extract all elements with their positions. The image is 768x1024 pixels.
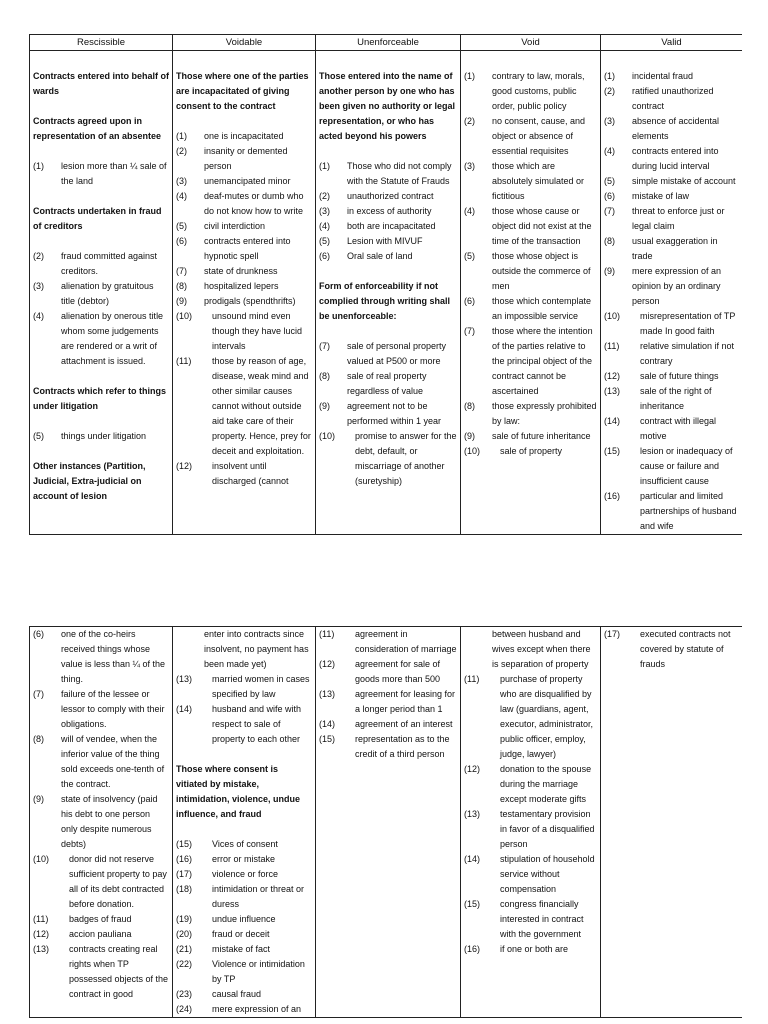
list-item-text: Lesion with MIVUF: [347, 236, 423, 246]
list-item-text: unemancipated minor: [204, 176, 291, 186]
list-item-number: (12): [176, 461, 193, 471]
list-item-text: ratified unauthorized contract: [632, 86, 714, 111]
list-item-number: (9): [319, 401, 330, 411]
list-item-number: (10): [33, 854, 50, 864]
continued-text: [464, 627, 597, 672]
content-row: [30, 627, 743, 1018]
list-item: [176, 219, 312, 234]
list-item-text: those whose cause or object did not exist at the time of the transaction: [492, 206, 592, 246]
list-item-text: badges of fraud: [69, 914, 132, 924]
list-item-number: (2): [33, 251, 44, 261]
list-item-text: contract with illegal motive: [640, 416, 717, 441]
list-item-number: (10): [604, 311, 621, 321]
list-item: [464, 762, 597, 807]
list-item: [604, 144, 739, 174]
list-item: [464, 852, 597, 897]
list-item-text: those which contemplate an impossible service: [492, 296, 592, 321]
rescissible-cell: [30, 51, 173, 535]
list-item-number: (7): [33, 689, 44, 699]
list-item: [33, 927, 169, 942]
list-item: [33, 732, 169, 792]
list-item-number: (10): [319, 431, 336, 441]
list-item-text: insolvent until discharged (cannot: [212, 461, 289, 486]
list-item-text: stipulation of household service without compensation: [500, 854, 595, 894]
list-item-number: (11): [33, 914, 49, 924]
list-item-text: sale of future things: [640, 371, 719, 381]
list-item-text: representation as to the credit of a third person: [355, 734, 450, 759]
section-heading: Contracts agreed upon in representation of an absentee: [33, 116, 162, 141]
section-heading: Contracts which refer to things under litigation: [33, 386, 167, 411]
content-row: [30, 51, 743, 535]
list-item: [464, 897, 597, 942]
spacer: [319, 264, 457, 279]
list-item: [176, 957, 312, 987]
list-item-number: (10): [176, 311, 193, 321]
list-item-number: (15): [604, 446, 621, 456]
list-item-text: failure of the lessee or lessor to comply with their obligations.: [61, 689, 165, 729]
list-item: [464, 159, 597, 204]
list-item-number: (17): [176, 869, 193, 879]
list-item-text: both are incapacitated: [347, 221, 436, 231]
list-item-text: donor did not reserve sufficient property to pay all of its debt contracted before donation.: [69, 854, 167, 909]
list-item: [464, 294, 597, 324]
list-item-text: alienation by onerous title whom some judgements are rendered or a writ of attachment is issued.: [61, 311, 164, 366]
list-item: [176, 234, 312, 264]
list-item-number: (13): [319, 689, 336, 699]
list-item-text: testamentary provision in favor of a disqualified person: [500, 809, 595, 849]
list-item-text: sale of property: [500, 446, 563, 456]
void-cell: [461, 51, 601, 535]
list-item-number: (14): [464, 854, 481, 864]
list-item-text: between husband and wives except when there is separation of property: [492, 629, 591, 669]
list-item-text: mistake of law: [632, 191, 690, 201]
list-item: [604, 369, 739, 384]
list-item-text: intimidation or threat or duress: [212, 884, 305, 909]
list-item-number: (1): [604, 71, 615, 81]
list-item-number: (7): [604, 206, 615, 216]
list-item-number: (5): [464, 251, 475, 261]
list-item: [33, 912, 169, 927]
valid-cell: [601, 51, 743, 535]
list-item-text: Violence or intimidation by TP: [212, 959, 305, 984]
list-item-text: those which are absolutely simulated or fictitious: [492, 161, 585, 201]
section-heading: Form of enforceability if not complied through writing shall be unenforceable:: [319, 281, 451, 321]
list-item: [604, 174, 739, 189]
list-item: [319, 399, 457, 429]
column-header-valid: Valid: [601, 35, 743, 51]
list-item: [604, 114, 739, 144]
list-item: [464, 429, 597, 444]
list-item: [604, 309, 739, 339]
list-item: [176, 1002, 312, 1017]
list-item: [319, 189, 457, 204]
list-item-text: incidental fraud: [632, 71, 694, 81]
list-item-text: sale of real property regardless of value: [347, 371, 427, 396]
list-item: [33, 792, 169, 852]
list-item: [176, 144, 312, 174]
list-item: [33, 279, 169, 309]
list-item-text: mere expression of an opinion by an ordinary person: [632, 266, 722, 306]
section-heading: Those entered into the name of another person by one who has been given no authority or legal representation, or who has acted beyond his powers: [319, 71, 456, 141]
list-item: [319, 234, 457, 249]
list-item-text: particular and limited partnerships of husband and wife: [640, 491, 737, 531]
list-item-number: (3): [464, 161, 475, 171]
list-item-number: (1): [33, 161, 44, 171]
list-item-text: sale of the right of inheritance: [640, 386, 712, 411]
list-item: [33, 627, 169, 687]
list-item: [176, 174, 312, 189]
list-item-text: sale of future inheritance: [492, 431, 591, 441]
list-item-number: (16): [176, 854, 193, 864]
list-item-number: (8): [176, 281, 187, 291]
column-header-rescissible: Rescissible: [30, 35, 173, 51]
list-item-text: married women in cases specified by law: [212, 674, 310, 699]
list-item: [319, 159, 457, 189]
valid-cell-continued: [601, 627, 743, 1018]
header-row: [30, 35, 743, 51]
list-item-text: agreement not to be performed within 1 year: [347, 401, 442, 426]
list-item-number: (15): [176, 839, 193, 849]
list-item-number: (4): [176, 191, 187, 201]
list-item: [464, 249, 597, 294]
section-heading: Contracts undertaken in fraud of creditors: [33, 206, 162, 231]
list-item: [604, 189, 739, 204]
list-item: [176, 264, 312, 279]
list-item-text: in excess of authority: [347, 206, 432, 216]
list-item-number: (1): [176, 131, 187, 141]
list-item-number: (6): [33, 629, 44, 639]
list-item-text: fraud committed against creditors.: [61, 251, 158, 276]
list-item-number: (7): [464, 326, 475, 336]
list-item-number: (6): [176, 236, 187, 246]
list-item: [604, 234, 739, 264]
list-item: [176, 129, 312, 144]
list-item: [176, 309, 312, 354]
list-item-text: threat to enforce just or legal claim: [632, 206, 725, 231]
list-item-number: (8): [33, 734, 44, 744]
list-item: [604, 384, 739, 414]
unenforceable-cell: [316, 51, 461, 535]
list-item-number: (5): [176, 221, 187, 231]
list-item-text: alienation by gratuitous title (debtor): [61, 281, 154, 306]
list-item-text: donation to the spouse during the marriage except moderate gifts: [500, 764, 592, 804]
list-item-text: causal fraud: [212, 989, 262, 999]
unenforceable-cell-continued: [316, 627, 461, 1018]
list-item-text: purchase of property who are disqualified by law (guardians, agent, executor, administrator, public officer, employ, judge, lawyer): [500, 674, 594, 759]
list-item-text: deaf-mutes or dumb who do not know how to write: [204, 191, 304, 216]
list-item-text: Oral sale of land: [347, 251, 413, 261]
list-item-text: agreement for leasing for a longer period than 1: [355, 689, 456, 714]
section-heading: Contracts entered into behalf of wards: [33, 71, 170, 96]
list-item: [33, 309, 169, 369]
list-item-number: (11): [604, 341, 620, 351]
list-item: [464, 324, 597, 399]
list-item-text: state of drunkness: [204, 266, 278, 276]
section-heading: Other instances (Partition, Judicial, Extra-judicial on account of lesion: [33, 461, 146, 501]
list-item-number: (13): [33, 944, 50, 954]
list-item-number: (2): [319, 191, 330, 201]
list-item: [604, 627, 739, 672]
list-item-number: (21): [176, 944, 193, 954]
list-item-text: unauthorized contract: [347, 191, 434, 201]
list-item-number: (3): [319, 206, 330, 216]
list-item: [604, 204, 739, 234]
rescissible-cell-continued: [30, 627, 173, 1018]
list-item: [176, 294, 312, 309]
list-item-number: (10): [464, 446, 481, 456]
list-item: [176, 354, 312, 459]
list-item-number: (8): [604, 236, 615, 246]
list-item-number: (9): [176, 296, 187, 306]
spacer: [176, 747, 312, 762]
list-item-number: (5): [319, 236, 330, 246]
voidable-cell-continued: [173, 627, 316, 1018]
list-item-number: (15): [319, 734, 336, 744]
list-item-text: lesion or inadequacy of cause or failure and insufficient cause: [640, 446, 733, 486]
list-item-number: (5): [604, 176, 615, 186]
list-item-number: (3): [33, 281, 44, 291]
list-item: [464, 69, 597, 114]
list-item: [176, 189, 312, 219]
list-item-number: (11): [464, 674, 480, 684]
list-item-number: (12): [604, 371, 621, 381]
list-item-text: those whose object is outside the commerce of men: [492, 251, 591, 291]
list-item-text: one is incapacitated: [204, 131, 284, 141]
list-item-number: (16): [604, 491, 621, 501]
list-item-number: (13): [604, 386, 621, 396]
list-item-number: (6): [319, 251, 330, 261]
list-item-number: (18): [176, 884, 193, 894]
column-header-unenforceable: Unenforceable: [316, 35, 461, 51]
section-heading: Those where consent is vitiated by mistake, intimidation, violence, undue influence, and fraud: [176, 764, 301, 819]
continued-text: [176, 627, 312, 672]
list-item: [33, 249, 169, 279]
list-item-number: (12): [33, 929, 50, 939]
list-item-text: fraud or deceit: [212, 929, 270, 939]
list-item: [319, 369, 457, 399]
list-item: [319, 339, 457, 369]
list-item-text: agreement for sale of goods more than 500: [355, 659, 441, 684]
list-item: [176, 279, 312, 294]
list-item: [319, 249, 457, 264]
list-item: [604, 69, 739, 84]
list-item-number: (14): [604, 416, 621, 426]
list-item-text: mere expression of an: [212, 1004, 302, 1014]
list-item-number: (3): [604, 116, 615, 126]
list-item-number: (6): [604, 191, 615, 201]
contracts-table-page-1: [29, 34, 742, 535]
list-item-number: (8): [464, 401, 475, 411]
list-item-text: misrepresentation of TP made In good faith: [640, 311, 736, 336]
list-item-number: (19): [176, 914, 193, 924]
list-item: [33, 159, 169, 189]
list-item-text: those by reason of age, disease, weak mind and other similar causes cannot without outside aid take care of their property. Hence, prey for deceit and exploitation.: [212, 356, 311, 456]
list-item: [176, 867, 312, 882]
list-item-text: undue influence: [212, 914, 276, 924]
list-item-text: mistake of fact: [212, 944, 271, 954]
list-item-number: (5): [33, 431, 44, 441]
list-item-text: agreement in consideration of marriage: [355, 629, 457, 654]
list-item-text: one of the co-heirs received things whose value is less than ¼ of the thing.: [61, 629, 166, 684]
list-item: [464, 942, 597, 957]
column-header-void: Void: [461, 35, 601, 51]
list-item-number: (9): [33, 794, 44, 804]
list-item-text: contrary to law, morals, good customs, public order, public policy: [492, 71, 585, 111]
list-item-text: usual exaggeration in trade: [632, 236, 718, 261]
list-item-number: (4): [464, 206, 475, 216]
list-item: [319, 687, 457, 717]
list-item-number: (12): [319, 659, 336, 669]
list-item: [604, 414, 739, 444]
list-item: [176, 837, 312, 852]
list-item-text: absence of accidental elements: [632, 116, 720, 141]
list-item: [176, 459, 312, 489]
list-item-number: (2): [604, 86, 615, 96]
list-item-number: (7): [176, 266, 187, 276]
list-item-text: lesion more than ¼ sale of the land: [61, 161, 167, 186]
list-item-text: agreement of an interest: [355, 719, 453, 729]
list-item-number: (14): [176, 704, 193, 714]
list-item-number: (1): [464, 71, 475, 81]
list-item-number: (9): [464, 431, 475, 441]
list-item: [176, 987, 312, 1002]
list-item-text: accion pauliana: [69, 929, 132, 939]
list-item-text: contracts entered into during lucid interval: [632, 146, 719, 171]
list-item-text: those where the intention of the parties relative to the principal object of the contract cannot be ascertained: [492, 326, 593, 396]
page-1-table-region: [29, 34, 742, 546]
list-item-text: sale of personal property valued at P500 or more: [347, 341, 447, 366]
list-item-text: error or mistake: [212, 854, 276, 864]
list-item: [176, 927, 312, 942]
list-item-text: will of vendee, when the inferior value of the thing sold exceeds one-tenth of the contract.: [61, 734, 165, 789]
list-item: [319, 204, 457, 219]
list-item-number: (4): [319, 221, 330, 231]
list-item: [604, 264, 739, 309]
list-item: [319, 732, 457, 762]
list-item-number: (6): [464, 296, 475, 306]
list-item-number: (20): [176, 929, 193, 939]
list-item: [464, 114, 597, 159]
list-item-number: (4): [604, 146, 615, 156]
list-item: [319, 717, 457, 732]
list-item: [176, 672, 312, 702]
list-item-number: (14): [319, 719, 336, 729]
list-item: [176, 852, 312, 867]
list-item-text: promise to answer for the debt, default, or miscarriage of another (suretyship): [355, 431, 457, 486]
list-item-text: Vices of consent: [212, 839, 278, 849]
list-item-number: (12): [464, 764, 481, 774]
list-item-text: state of insolvency (paid his debt to one person only despite numerous debts): [61, 794, 158, 849]
list-item-text: relative simulation if not contrary: [640, 341, 735, 366]
list-item-text: civil interdiction: [204, 221, 266, 231]
list-item-text: Those who did not comply with the Statute of Frauds: [347, 161, 452, 186]
list-item: [33, 687, 169, 732]
list-item: [319, 657, 457, 687]
list-item: [464, 204, 597, 249]
list-item-number: (13): [176, 674, 193, 684]
list-item-number: (8): [319, 371, 330, 381]
list-item-text: things under litigation: [61, 431, 147, 441]
list-item-number: (24): [176, 1004, 193, 1014]
list-item: [319, 429, 457, 489]
spacer: [33, 189, 169, 204]
contracts-table-page-2: [29, 626, 742, 1018]
list-item: [176, 942, 312, 957]
list-item-number: (11): [176, 356, 192, 366]
column-header-voidable: Voidable: [173, 35, 316, 51]
list-item: [33, 429, 169, 444]
list-item: [604, 489, 739, 534]
list-item: [464, 444, 597, 459]
voidable-cell: [173, 51, 316, 535]
list-item-text: if one or both are: [500, 944, 569, 954]
list-item-text: husband and wife with respect to sale of property to each other: [212, 704, 302, 744]
list-item-number: (23): [176, 989, 193, 999]
list-item-number: (4): [33, 311, 44, 321]
list-item-number: (15): [464, 899, 481, 909]
list-item-text: congress financially interested in contract with the government: [500, 899, 584, 939]
list-item-text: executed contracts not covered by statute of frauds: [640, 629, 731, 669]
list-item-number: (17): [604, 629, 621, 639]
list-item-number: (9): [604, 266, 615, 276]
list-item-number: (7): [319, 341, 330, 351]
list-item: [464, 399, 597, 429]
list-item: [176, 702, 312, 747]
list-item-text: unsound mind even though they have lucid intervals: [212, 311, 303, 351]
list-item-text: violence or force: [212, 869, 279, 879]
list-item-number: (3): [176, 176, 187, 186]
spacer: [33, 444, 169, 459]
list-item: [319, 627, 457, 657]
list-item-number: (11): [319, 629, 335, 639]
list-item: [319, 219, 457, 234]
list-item-text: insanity or demented person: [204, 146, 288, 171]
list-item-text: hospitalized lepers: [204, 281, 279, 291]
list-item: [604, 84, 739, 114]
list-item-text: simple mistake of account: [632, 176, 736, 186]
list-item-number: (13): [464, 809, 481, 819]
list-item: [176, 912, 312, 927]
list-item-text: prodigals (spendthrifts): [204, 296, 296, 306]
list-item-text: no consent, cause, and object or absence of essential requisites: [492, 116, 586, 156]
list-item-number: (1): [319, 161, 330, 171]
list-item-number: (16): [464, 944, 481, 954]
list-item-text: those expressly prohibited by law:: [492, 401, 597, 426]
list-item: [33, 852, 169, 912]
void-cell-continued: [461, 627, 601, 1018]
list-item-number: (2): [464, 116, 475, 126]
list-item: [464, 807, 597, 852]
list-item-number: (2): [176, 146, 187, 156]
list-item-number: (22): [176, 959, 193, 969]
section-heading: Those where one of the parties are incapacitated of giving consent to the contract: [176, 71, 309, 111]
list-item-text: contracts entered into hypnotic spell: [204, 236, 291, 261]
list-item: [33, 942, 169, 1002]
spacer: [33, 369, 169, 384]
page-2-table-region: [29, 626, 742, 1024]
list-item-text: enter into contracts since insolvent, no payment has been made yet): [204, 629, 309, 669]
list-item: [604, 339, 739, 369]
list-item: [464, 672, 597, 762]
list-item: [176, 882, 312, 912]
list-item-text: contracts creating real rights when TP possessed objects of the contract in good: [69, 944, 169, 999]
list-item: [604, 444, 739, 489]
